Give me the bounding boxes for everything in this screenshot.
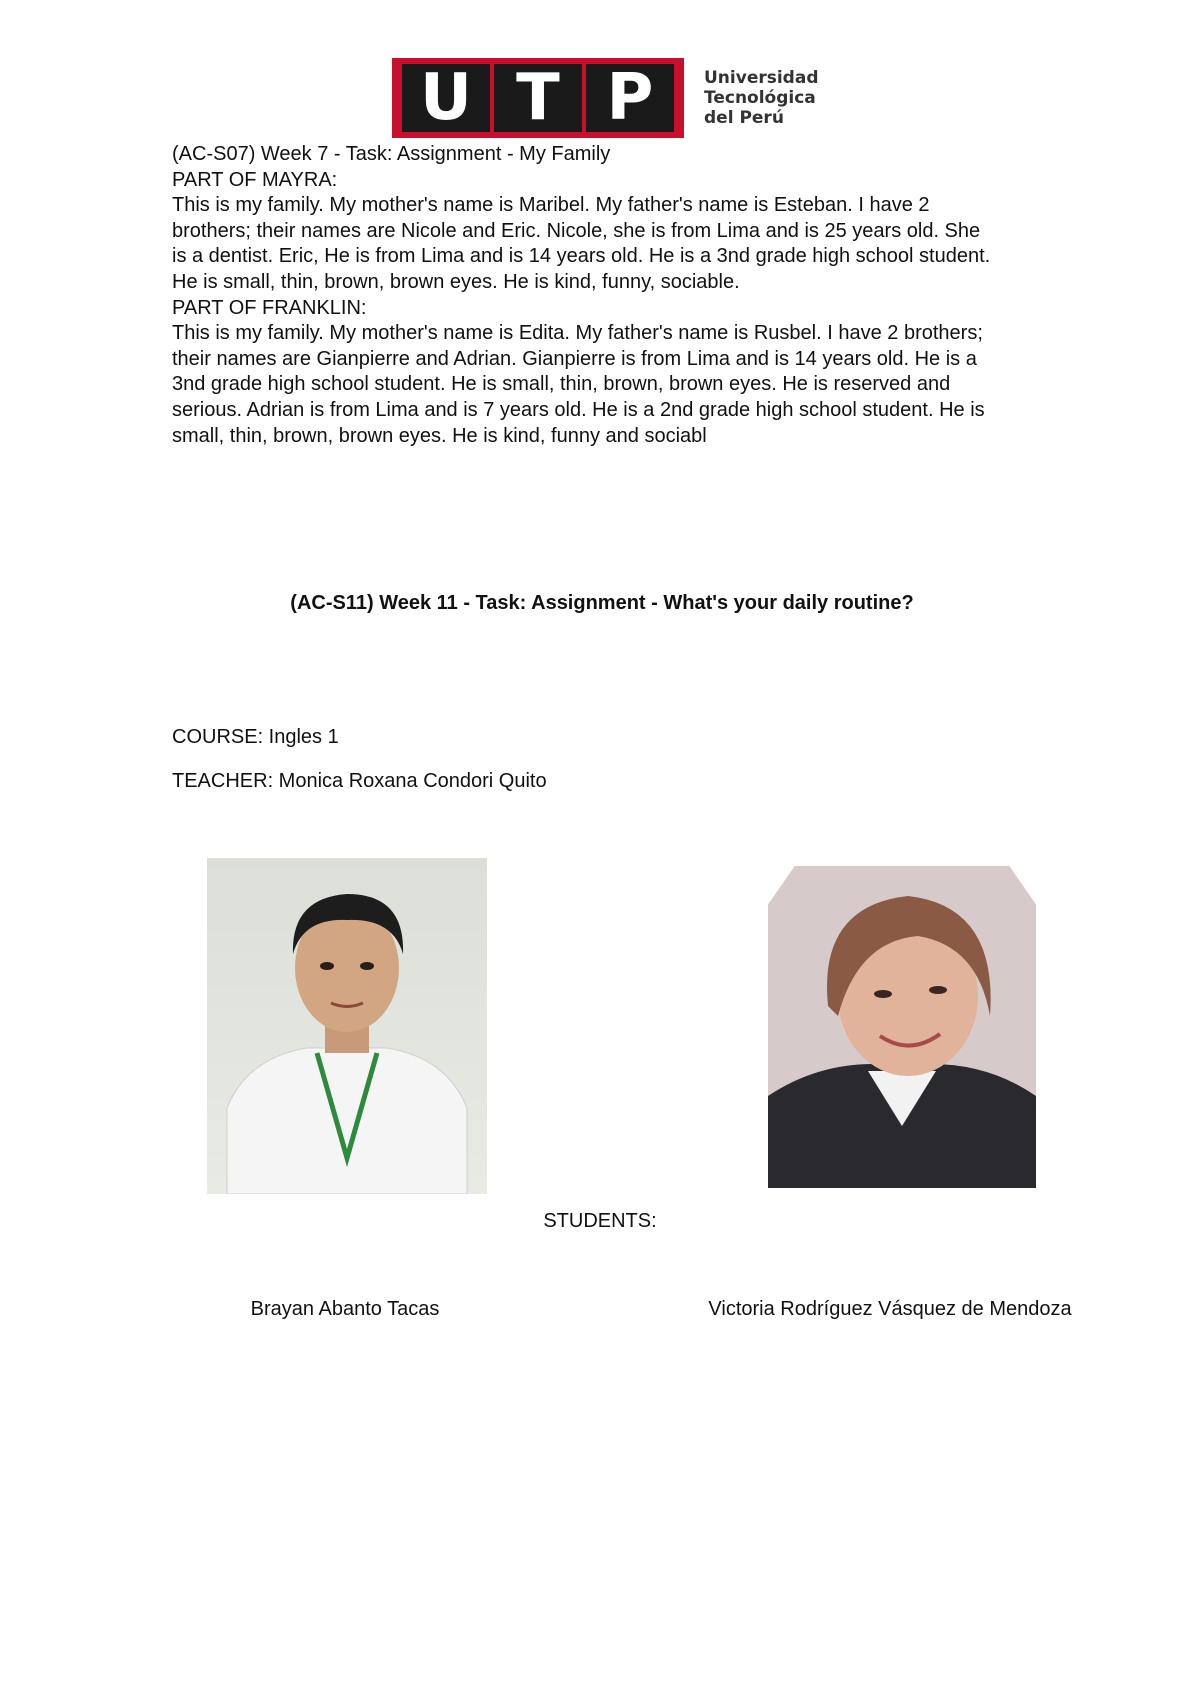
student-name-2: Victoria Rodríguez Vásquez de Mendoza [708,1298,1072,1320]
part-franklin-label: PART OF FRANKLIN: [172,296,367,319]
routine-assignment-title: (AC-S11) Week 11 - Task: Assignment - What's your daily routine? [290,592,914,614]
teacher-line: TEACHER: Monica Roxana Condori Quito [172,770,547,792]
assignment-title: (AC-S07) Week 7 - Task: Assignment - My Family [172,143,611,165]
utp-logo [392,58,842,138]
student-name-1: Brayan Abanto Tacas [250,1298,440,1320]
logo-university-name: Universidad Tecnológica del Perú [704,68,819,128]
student-photo-victoria [768,866,1036,1188]
students-label: STUDENTS: [543,1210,657,1232]
part-franklin-text: This is my family. My mother's name is Edita. My father's name is Rusbel. I have 2 brothers; their names are Gianpierre and Adrian. Gianpierre is from Lima and is 14 years old. He is a 3nd grade high school student. He is small, thin, brown, brown eyes. He is reserved and serious. Adrian is from Lima and is 7 years old. He is a 2nd grade high school student. He is small, thin, brown, brown eyes. He is kind, funny and sociabl [172,322,985,447]
part-mayra-label: PART OF MAYRA: [172,168,338,191]
family-assignment [172,142,992,449]
course-line: COURSE: Ingles 1 [172,726,339,748]
student-photo-brayan [207,858,487,1194]
logo-letter-u: U [402,64,490,132]
logo-letter-p: P [586,64,674,132]
logo-letter-t: T [494,64,582,132]
part-mayra-text: This is my family. My mother's name is Maribel. My father's name is Esteban. I have 2 brothers; their names are Nicole and Eric. Nicole, she is from Lima and is 25 years old. She is a dentist. Eric, He is from Lima and is 14 years old. He is a 3nd grade high school student. He is small, thin, brown, brown eyes. He is kind, funny, sociable. [172,194,991,293]
